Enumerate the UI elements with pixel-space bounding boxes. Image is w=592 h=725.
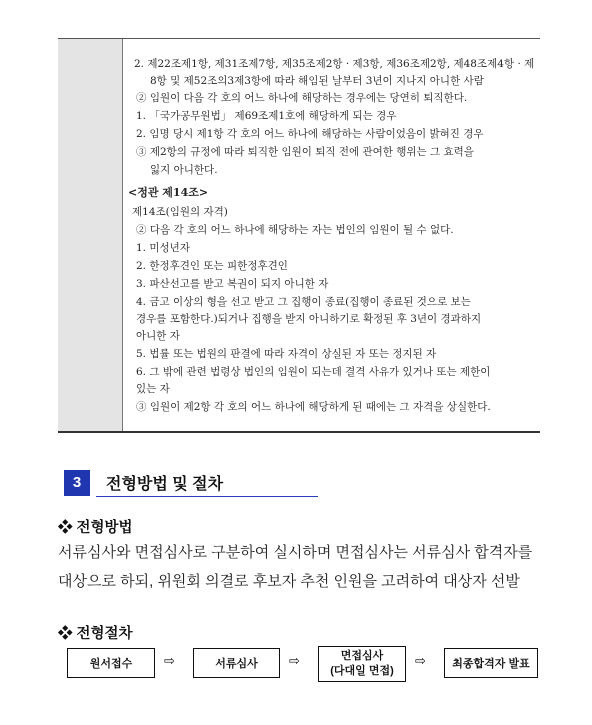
regulation-table — [58, 38, 540, 433]
step-interview-sublabel: (다대일 면접) — [330, 665, 394, 677]
method-heading: ❖ 전형방법 — [58, 520, 133, 536]
method-text-line: 서류심사와 면접심사로 구분하여 실시하며 면접심사는 서류심사 합격자를 — [58, 544, 533, 561]
step-document-review-box: 서류심사 — [193, 648, 280, 678]
arrow-right-icon: ⇨ — [164, 654, 175, 669]
table-line: ③ 임원이 제2항 각 호의 어느 하나에 해당하게 된 때에는 그 자격을 상실한다. — [136, 401, 491, 413]
table-line: 1. 「국가공무원법」 제69조제1호에 해당하게 되는 경우 — [136, 110, 397, 122]
table-line: 2. 제22조제1항, 제31조제7항, 제35조제2항 · 제3항, 제36조제2항, 제48조제4항 · 제 — [134, 58, 535, 70]
section-number-badge: 3 — [64, 470, 90, 496]
table-content — [126, 39, 536, 431]
table-line: 제14조(임원의 자격) — [132, 206, 228, 218]
table-line: 잃지 아니한다. — [150, 164, 218, 176]
method-text-line: 대상으로 하되, 위원회 의결로 후보자 추천 인원을 고려하여 대상자 선발 — [58, 573, 520, 590]
step-interview-box — [318, 646, 406, 682]
table-subheading: <정관 제14조> — [128, 186, 209, 199]
table-line: 있는 자 — [136, 383, 170, 395]
table-left-column — [58, 39, 123, 431]
table-line: 4. 금고 이상의 형을 선고 받고 그 집행이 종료(집행이 종료된 것으로 보는 — [136, 296, 471, 308]
table-line: 경우를 포함한다.)되거나 집행을 받지 아니하기로 확정된 후 3년이 경과하지 — [136, 313, 482, 325]
table-line: ② 다음 각 호의 어느 하나에 해당하는 자는 법인의 임원이 될 수 없다. — [136, 224, 454, 236]
table-line: 2. 한정후견인 또는 피한정후견인 — [136, 260, 288, 272]
table-line: ③ 제2항의 규정에 따라 퇴직한 임원이 퇴직 전에 관여한 행위는 그 효력을 — [136, 146, 474, 158]
section-title-underline — [96, 496, 318, 497]
table-line: 5. 법률 또는 법원의 판결에 따라 자격이 상실된 자 또는 정지된 자 — [136, 348, 437, 360]
table-line: 6. 그 밖에 관련 법령상 법인의 임원이 되는데 결격 사유가 있거나 또는 제한이 — [136, 366, 491, 378]
table-line: 3. 파산선고를 받고 복권이 되지 아니한 자 — [136, 278, 329, 290]
arrow-right-icon: ⇨ — [415, 654, 426, 669]
table-line: ② 임원이 다음 각 호의 어느 하나에 해당하는 경우에는 당연히 퇴직한다. — [136, 92, 468, 104]
table-line: 1. 미성년자 — [136, 242, 190, 254]
procedure-heading: ❖ 전형절차 — [58, 626, 133, 642]
table-line: 아니한 자 — [136, 330, 180, 342]
table-line: 8항 및 제52조의3제3항에 따라 해임된 날부터 3년이 지나지 아니한 사람 — [150, 75, 484, 87]
step-interview-label: 면접심사 — [340, 650, 384, 662]
step-final-announcement-box: 최종합격자 발표 — [444, 648, 538, 678]
step-application-box: 원서접수 — [67, 648, 155, 678]
arrow-right-icon: ⇨ — [289, 654, 300, 669]
table-line: 2. 임명 당시 제1항 각 호의 어느 하나에 해당하는 사람이었음이 밝혀진 경우 — [136, 128, 484, 140]
section-title: 전형방법 및 절차 — [106, 476, 224, 493]
